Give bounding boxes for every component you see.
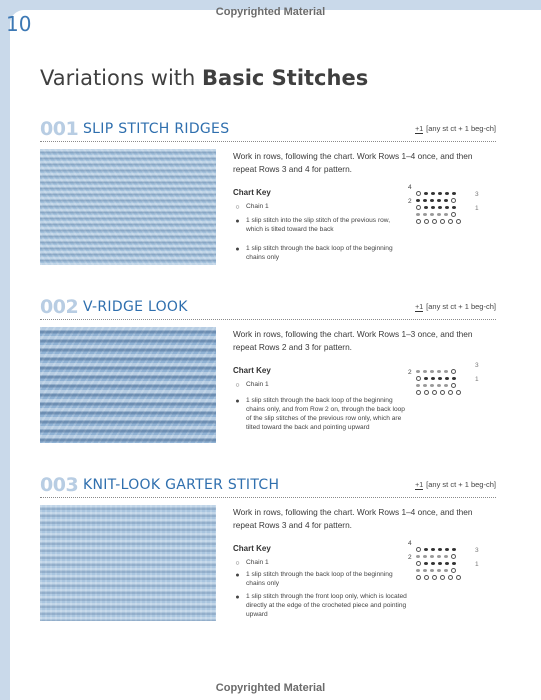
instructions-text: Work in rows, following the chart. Work Rows 1–4 once, and then repeat Rows 3 and 4 for pattern. <box>233 507 473 530</box>
chart-row-number: 1 <box>475 376 479 383</box>
chart-key-item: ○ Chain 1 <box>233 558 408 567</box>
section-divider <box>40 319 496 320</box>
stitch-count-text: [any st ct + 1 beg-ch] <box>426 302 496 311</box>
chart-key-item: ● 1 slip stitch through the front loop only, which is located directly at the edge of the crocheted piece and pointing upward <box>233 592 408 619</box>
pattern-section-003 <box>40 474 496 618</box>
chart-key-item: ● 1 slip stitch into the slip stitch of the previous row, which is tilted toward the back <box>233 216 408 234</box>
stitch-count-plus: +1 <box>415 126 424 133</box>
stitch-count-text: [any st ct + 1 beg-ch] <box>426 480 496 489</box>
slip-stitch-symbol-icon: ● <box>235 218 240 225</box>
chart-row-number: 3 <box>475 362 479 369</box>
page-title-light: Variations with <box>40 66 203 90</box>
slip-stitch-symbol-icon: ● <box>235 572 240 579</box>
chart-key-item: ○ Chain 1 <box>233 380 408 389</box>
stitch-count-plus: +1 <box>415 304 424 311</box>
copyright-notice-top: Copyrighted Material <box>215 6 326 18</box>
chain-symbol-icon: ○ <box>235 204 240 211</box>
section-header <box>40 474 496 498</box>
stitch-chart <box>408 540 488 572</box>
section-header <box>40 118 496 142</box>
chart-row-number: 4 <box>408 540 412 547</box>
chain-symbol-icon: ○ <box>235 560 240 567</box>
chart-row-number: 1 <box>475 561 479 568</box>
chart-key-item: ● 1 slip stitch through the back loop of the beginning chains only <box>233 570 408 588</box>
chain-symbol-icon: ○ <box>235 382 240 389</box>
chart-row-number: 2 <box>408 554 412 561</box>
chart-row-number: 3 <box>475 191 479 198</box>
section-header <box>40 296 496 320</box>
chart-row-number: 3 <box>475 547 479 554</box>
swatch-photo <box>40 505 216 621</box>
chart-row-number: 4 <box>408 184 412 191</box>
chart-row-number: 2 <box>408 198 412 205</box>
section-title: V-RIDGE LOOK <box>83 299 188 315</box>
stitch-count-plus: +1 <box>415 482 424 489</box>
stitch-count <box>415 124 496 134</box>
stitch-count <box>415 480 496 490</box>
stitch-count <box>415 302 496 312</box>
swatch-photo <box>40 149 216 265</box>
chart-key-title: Chart Key <box>233 188 271 197</box>
section-title: SLIP STITCH RIDGES <box>83 121 230 137</box>
slip-stitch-symbol-icon: ● <box>235 398 240 405</box>
chart-key-item: ○ Chain 1 <box>233 202 408 211</box>
pattern-section-001 <box>40 118 496 261</box>
instructions-text: Work in rows, following the chart. Work Rows 1–4 once, and then repeat Rows 3 and 4 for pattern. <box>233 151 473 174</box>
copyright-notice-bottom: Copyrighted Material <box>215 682 326 694</box>
chart-key-title: Chart Key <box>233 366 271 375</box>
page-number: 10 <box>6 12 32 36</box>
slip-stitch-symbol-icon: ● <box>235 594 240 601</box>
slip-stitch-symbol-icon: ● <box>235 246 240 253</box>
page-title <box>40 66 368 90</box>
stitch-chart <box>408 184 488 216</box>
instructions-text: Work in rows, following the chart. Work Rows 1–3 once, and then repeat Rows 2 and 3 for pattern. <box>233 329 473 352</box>
stitch-chart <box>408 362 488 394</box>
chart-key-item: ● 1 slip stitch through the back loop of the beginning chains only, and from Row 2 on, through the back loop of the slip stitches of the previous row only, which are tilted toward the back and pointing upward <box>233 396 408 432</box>
section-number: 003 <box>40 474 79 496</box>
pattern-section-002 <box>40 296 496 431</box>
stitch-count-text: [any st ct + 1 beg-ch] <box>426 124 496 133</box>
swatch-photo <box>40 327 216 443</box>
section-title: KNIT-LOOK GARTER STITCH <box>83 477 280 493</box>
section-number: 001 <box>40 118 79 140</box>
chart-row-number: 2 <box>408 369 412 376</box>
chart-row-number: 1 <box>475 205 479 212</box>
chart-key-item: ● 1 slip stitch through the back loop of the beginning chains only <box>233 244 408 262</box>
section-number: 002 <box>40 296 79 318</box>
page-title-bold: Basic Stitches <box>202 66 369 90</box>
chart-key-title: Chart Key <box>233 544 271 553</box>
section-divider <box>40 497 496 498</box>
section-divider <box>40 141 496 142</box>
